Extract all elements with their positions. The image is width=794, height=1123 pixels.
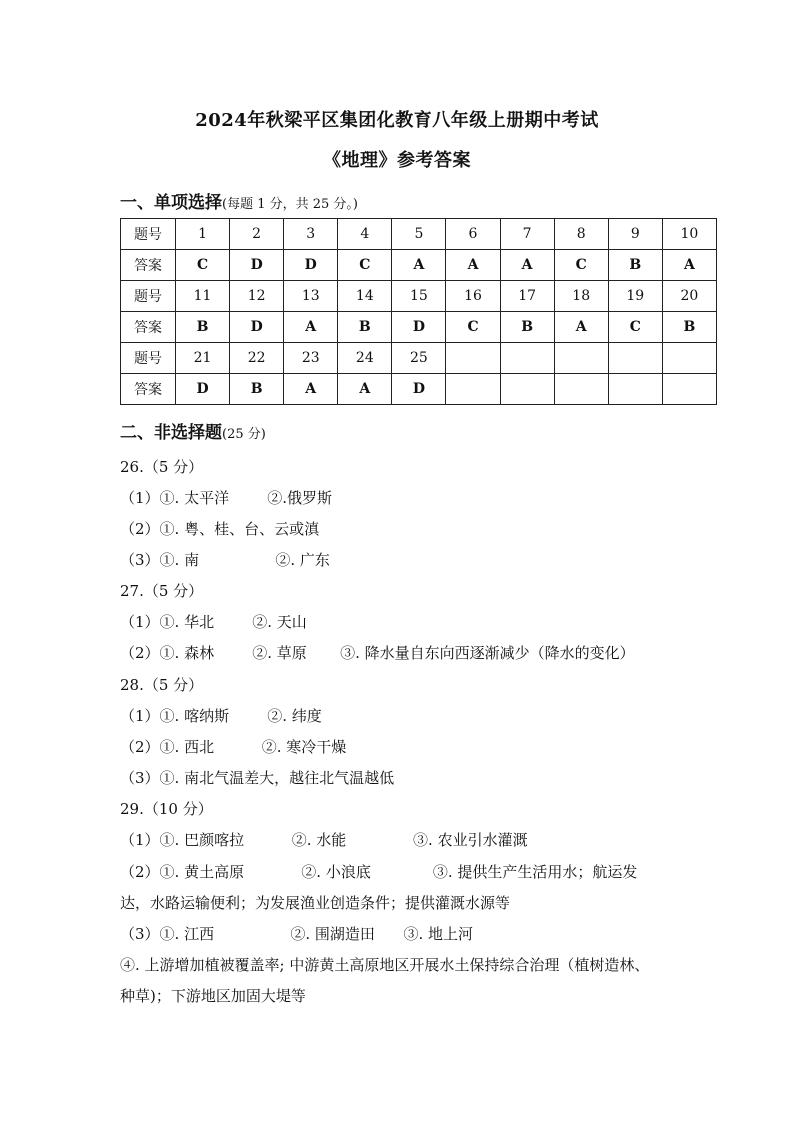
question-number: 1 [176,219,230,250]
answer-line: （2）①. 西北 ②. 寒冷干燥 [120,738,347,756]
answer-cell: B [608,250,662,281]
table-row-question-numbers [121,343,717,374]
question-number: 3 [284,219,338,250]
answer-cell: D [392,312,446,343]
question-number: 13 [284,281,338,312]
table-row-answers [121,312,717,343]
table-row-question-numbers [121,281,717,312]
answer-line: （2）①. 森林 ②. 草原 ③. 降水量自东向西逐渐减少（降水的变化） [120,644,635,662]
question-header: 29.（10 分） [120,800,213,818]
answer-line: （1）①. 太平洋 ②.俄罗斯 [120,489,332,507]
question-number: 15 [392,281,446,312]
answer-line: （3）①. 南 ②. 广东 [120,551,330,569]
question-number: 21 [176,343,230,374]
answer-table [120,218,717,405]
answer-cell: C [554,250,608,281]
answer-line: 种草)；下游地区加固大堤等 [120,987,306,1005]
row-label: 答案 [121,374,176,405]
answer-cell: D [176,374,230,405]
empty-cell [500,343,554,374]
question-number: 19 [608,281,662,312]
answer-cell: C [176,250,230,281]
answer-cell: B [176,312,230,343]
section-heading-non-choice [120,418,266,443]
question-number: 5 [392,219,446,250]
empty-cell [554,343,608,374]
answer-line: 达，水路运输便利；为发展渔业创造条件；提供灌溉水源等 [120,894,511,912]
empty-cell [608,343,662,374]
row-label: 答案 [121,312,176,343]
answer-cell: C [446,312,500,343]
empty-cell [662,343,716,374]
table-row-answers [121,374,717,405]
answer-cell: C [608,312,662,343]
answer-cell: D [230,312,284,343]
answer-cell: D [230,250,284,281]
answer-cell: D [284,250,338,281]
answer-cell: A [500,250,554,281]
question-number: 6 [446,219,500,250]
empty-cell [446,374,500,405]
answer-cell: B [662,312,716,343]
answer-line: （2）①. 黄土高原 ②. 小浪底 ③. 提供生产生活用水；航运发 [120,863,638,881]
section-title: 二、非选择题 [120,423,222,443]
answer-line: ④. 上游增加植被覆盖率; 中游黄土高原地区开展水土保持综合治理（植树造林、 [120,956,650,974]
answer-cell: A [392,250,446,281]
answer-cell: A [554,312,608,343]
section-note: (每题 1 分，共 25 分。) [222,197,358,212]
question-header: 28.（5 分） [120,676,204,694]
answer-line: （1）①. 喀纳斯 ②. 纬度 [120,707,322,725]
question-number: 17 [500,281,554,312]
row-label: 题号 [121,281,176,312]
answer-line: （2）①. 粤、桂、台、云或滇 [120,520,320,538]
answer-cell: A [284,374,338,405]
question-number: 25 [392,343,446,374]
section-heading-multiple-choice [120,188,358,213]
question-number: 24 [338,343,392,374]
question-number: 23 [284,343,338,374]
question-number: 7 [500,219,554,250]
question-number: 8 [554,219,608,250]
question-number: 10 [662,219,716,250]
question-number: 4 [338,219,392,250]
answer-cell: A [284,312,338,343]
answer-cell: B [338,312,392,343]
answer-cell: C [338,250,392,281]
answer-cell: B [230,374,284,405]
document-title: 2024年秋梁平区集团化教育八年级上册期中考试 [195,110,599,131]
answer-line: （3）①. 南北气温差大，越往北气温越低 [120,769,395,787]
answer-cell: D [392,374,446,405]
question-number: 9 [608,219,662,250]
empty-cell [500,374,554,405]
row-label: 题号 [121,343,176,374]
answer-cell: A [662,250,716,281]
answer-line: （1）①. 华北 ②. 天山 [120,613,307,631]
section-note: (25 分) [222,427,266,442]
section-title: 一、单项选择 [120,193,222,213]
empty-cell [662,374,716,405]
question-number: 12 [230,281,284,312]
table-row-question-numbers [121,219,717,250]
answer-line: （1）①. 巴颜喀拉 ②. 水能 ③. 农业引水灌溉 [120,831,528,849]
empty-cell [446,343,500,374]
question-number: 14 [338,281,392,312]
answer-cell: B [500,312,554,343]
question-header: 26.（5 分） [120,458,204,476]
question-number: 16 [446,281,500,312]
question-number: 22 [230,343,284,374]
answer-cell: A [446,250,500,281]
empty-cell [554,374,608,405]
question-number: 18 [554,281,608,312]
question-number: 11 [176,281,230,312]
table-row-answers [121,250,717,281]
document-subtitle: 《地理》参考答案 [323,150,471,171]
answer-cell: A [338,374,392,405]
question-header: 27.（5 分） [120,582,204,600]
question-number: 2 [230,219,284,250]
empty-cell [608,374,662,405]
question-number: 20 [662,281,716,312]
row-label: 题号 [121,219,176,250]
answer-line: （3）①. 江西 ②. 围湖造田 ③. 地上河 [120,925,474,943]
row-label: 答案 [121,250,176,281]
